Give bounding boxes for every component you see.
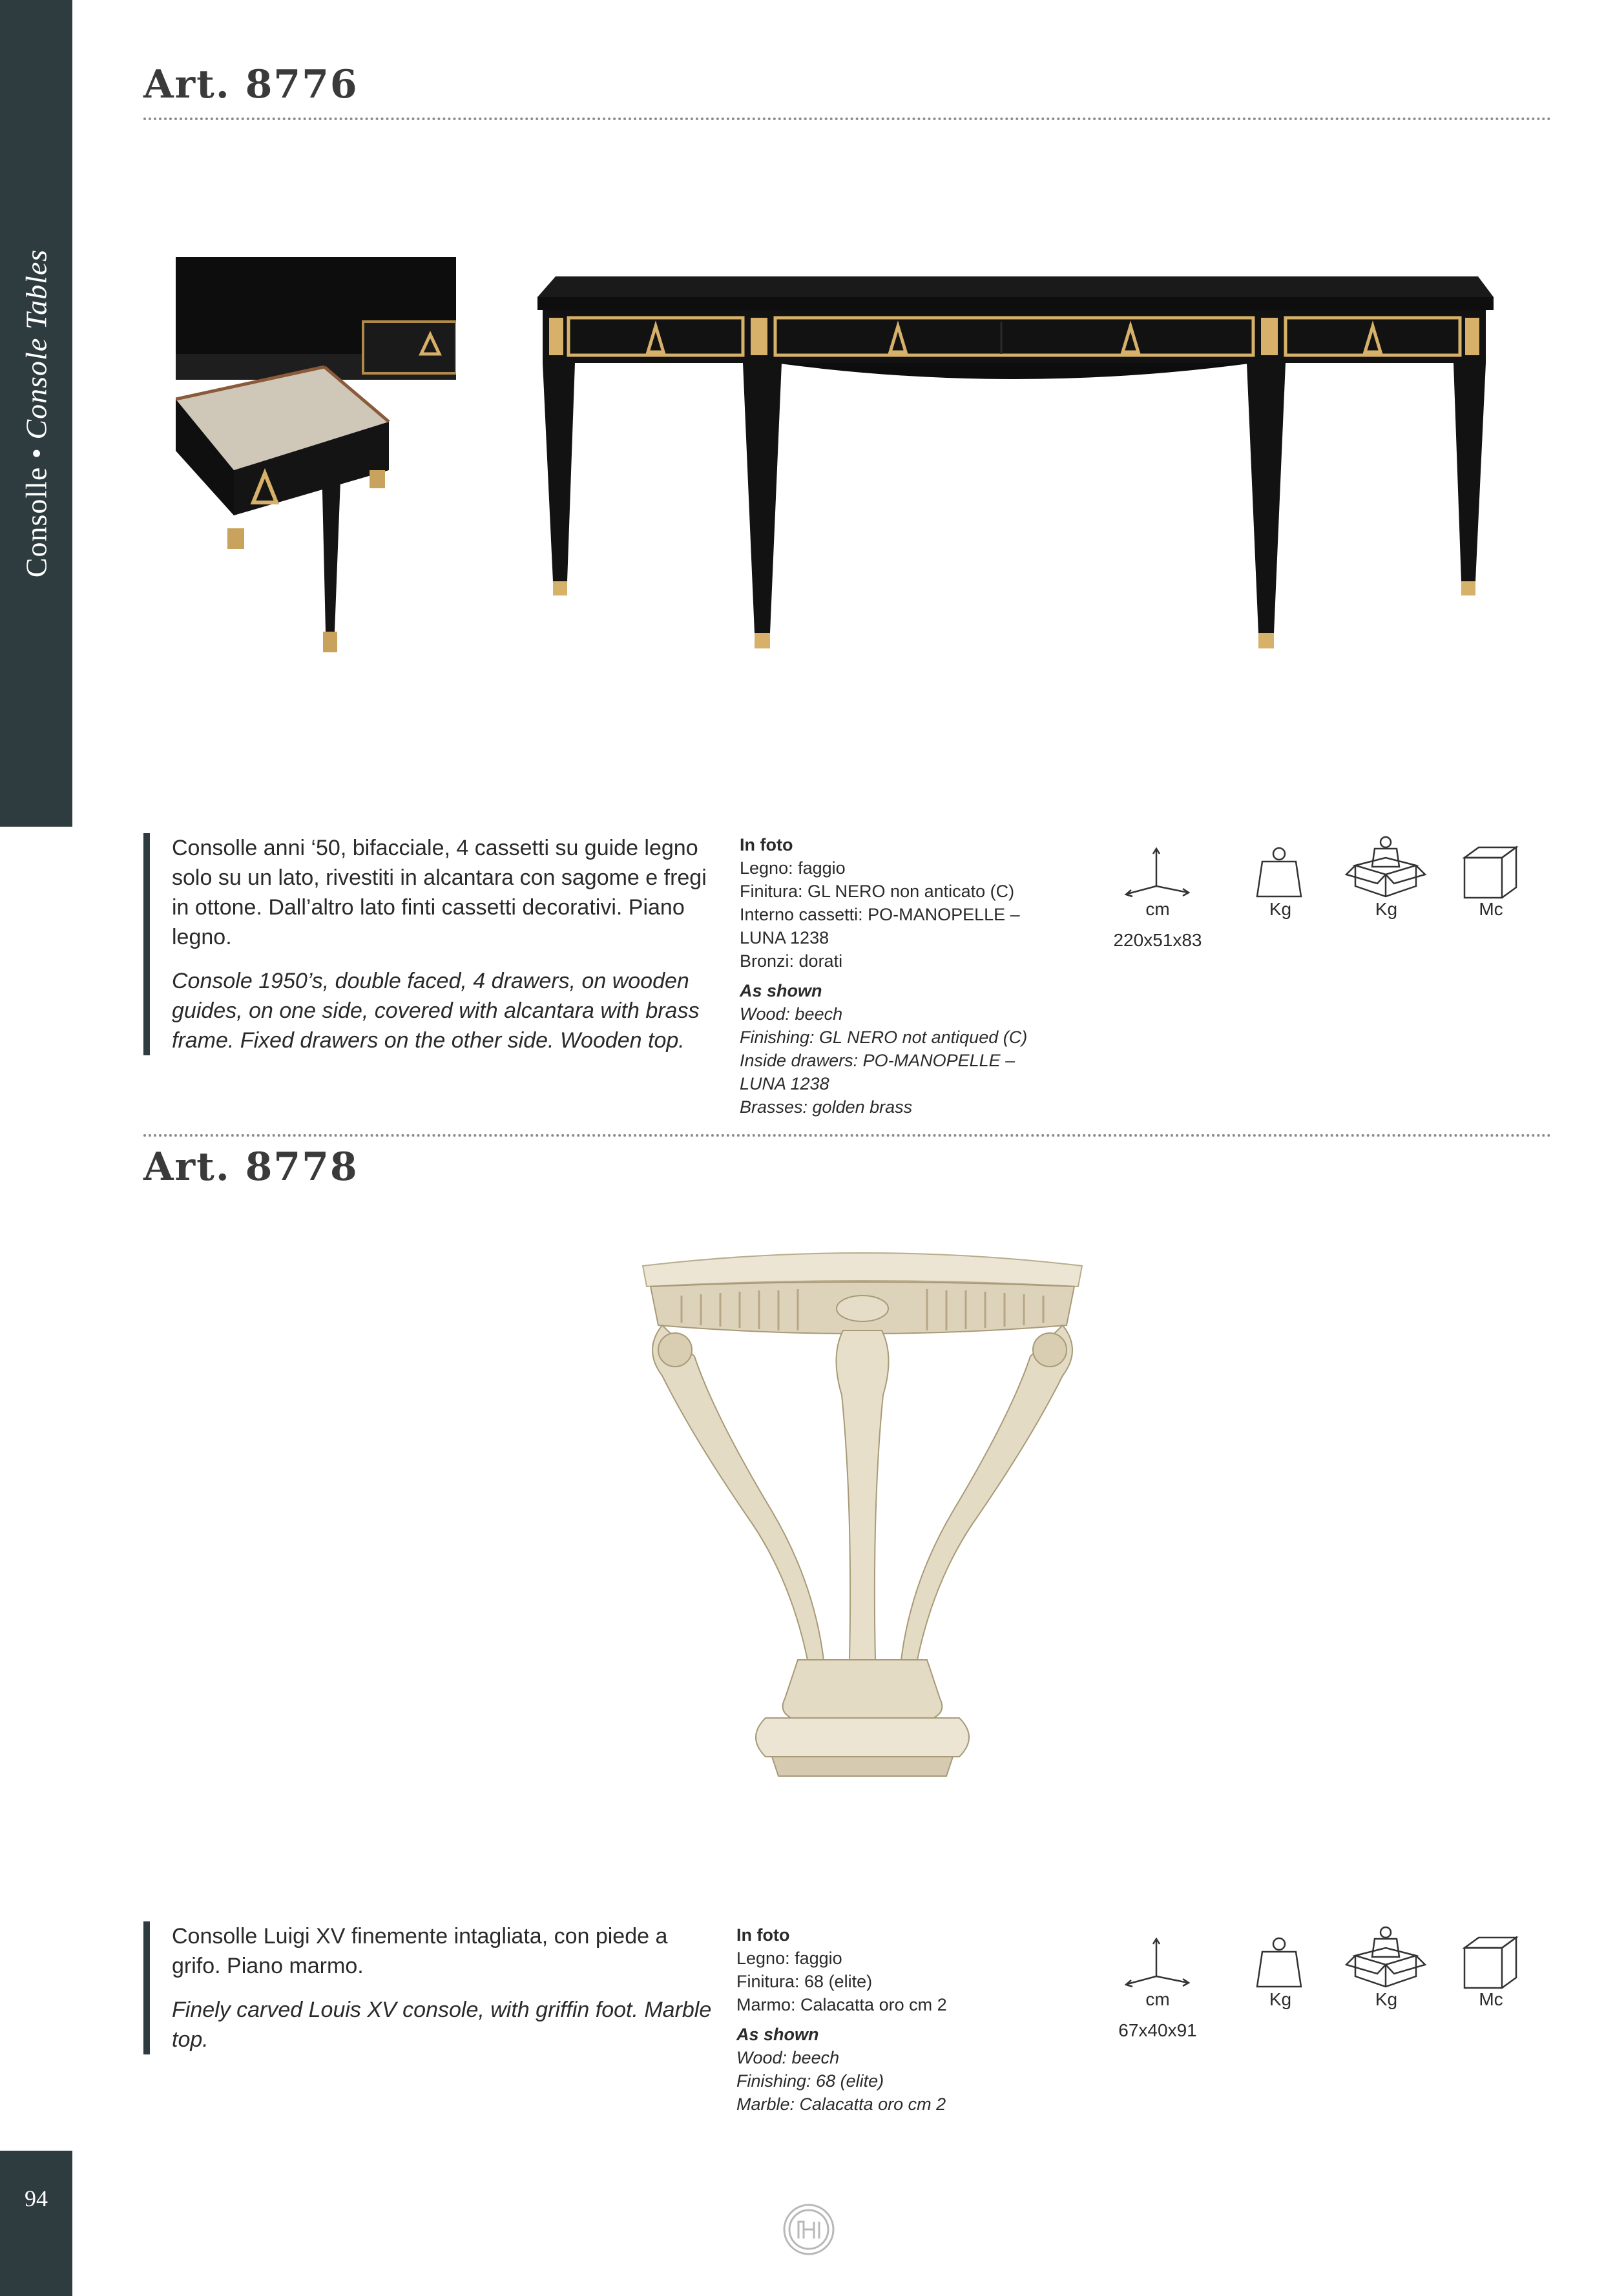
product-description xyxy=(143,1921,721,2054)
section-label-it: Consolle xyxy=(19,466,53,578)
product-description xyxy=(143,833,721,1055)
spec-line: LUNA 1238 xyxy=(740,928,829,947)
description-en: Console 1950’s, double faced, 4 drawers, on wooden guides, on one side, covered with alcantara with brass frame. Fixed drawers on the other side. Wooden top. xyxy=(172,969,700,1053)
icon-label-kg: Kg xyxy=(1269,899,1292,919)
icon-label-mc: Mc xyxy=(1479,1989,1503,2009)
description-en: Finely carved Louis XV console, with griffin foot. Marble top. xyxy=(172,1998,712,2052)
spec-line: Legno: faggio xyxy=(740,858,846,878)
weight-icon xyxy=(1253,846,1305,900)
sidebar-tab xyxy=(0,0,72,827)
icon-label-kg: Kg xyxy=(1269,1989,1292,2009)
dimensions-value: 67x40x91 xyxy=(1118,2020,1197,2040)
spec-line: Finishing: GL NERO not antiqued (C) xyxy=(740,1028,1028,1047)
spec-line: Finitura: 68 (elite) xyxy=(736,1972,873,1991)
packed-weight-icon xyxy=(1344,1925,1428,1989)
description-it: Consolle anni ‘50, bifacciale, 4 cassetti su guide legno solo su un lato, rivestiti in alcantara con sagome e fregi in ottone. Dall’altro lato finti cassetti decorativi. Piano legno. xyxy=(172,836,707,949)
weight-icon xyxy=(1253,1936,1305,1991)
specs-heading-it: In foto xyxy=(736,1925,790,1945)
icon-label-kg-gross: Kg xyxy=(1375,899,1398,919)
spec-line: Marble: Calacatta oro cm 2 xyxy=(736,2094,946,2114)
product-title: Art. 8776 xyxy=(143,62,359,107)
icon-label-kg-gross: Kg xyxy=(1375,1989,1398,2009)
spec-line: Wood: beech xyxy=(736,2048,840,2067)
packed-weight-icon xyxy=(1344,834,1428,899)
dimensions-axes-icon xyxy=(1121,1936,1192,1994)
divider xyxy=(143,118,1552,120)
spec-line: Bronzi: dorati xyxy=(740,951,843,971)
section-separator: • xyxy=(19,448,53,459)
spec-line: Interno cassetti: PO-MANOPELLE – xyxy=(740,905,1020,924)
icon-label-mc: Mc xyxy=(1479,899,1503,919)
section-label xyxy=(19,249,54,577)
section-label-en: Console Tables xyxy=(19,249,53,440)
detail-photo-drawer xyxy=(176,257,456,665)
product-photo-console-8776 xyxy=(530,271,1499,659)
volume-cube-icon xyxy=(1461,1934,1519,1992)
specs-heading-en: As shown xyxy=(740,981,822,1000)
dimensions-axes-icon xyxy=(1121,846,1192,904)
spec-line: Legno: faggio xyxy=(736,1949,842,1968)
dimensions-value: 220x51x83 xyxy=(1113,930,1202,950)
volume-cube-icon xyxy=(1461,843,1519,902)
spec-line: Inside drawers: PO-MANOPELLE – xyxy=(740,1051,1016,1070)
product-photo-console-8778 xyxy=(636,1246,1089,1815)
spec-line: Brasses: golden brass xyxy=(740,1097,913,1117)
page-number: 94 xyxy=(25,2186,48,2211)
spec-line: Wood: beech xyxy=(740,1004,843,1024)
divider xyxy=(143,1134,1552,1137)
page-number-tab xyxy=(0,2151,72,2296)
spec-line: Finitura: GL NERO non anticato (C) xyxy=(740,882,1015,901)
description-it: Consolle Luigi XV finemente intagliata, con piede a grifo. Piano marmo. xyxy=(172,1924,668,1978)
specs-heading-en: As shown xyxy=(736,2025,819,2044)
product-specs xyxy=(736,1923,1047,2116)
icon-label-cm: cm xyxy=(1145,1989,1170,2009)
product-title: Art. 8778 xyxy=(143,1144,359,1190)
specs-heading-it: In foto xyxy=(740,835,793,854)
brand-seal-logo xyxy=(782,2202,836,2257)
spec-line: Marmo: Calacatta oro cm 2 xyxy=(736,1995,947,2014)
spec-line: Finishing: 68 (elite) xyxy=(736,2071,884,2091)
spec-line: LUNA 1238 xyxy=(740,1074,829,1093)
icon-label-cm: cm xyxy=(1145,899,1170,919)
product-specs xyxy=(740,833,1050,1119)
